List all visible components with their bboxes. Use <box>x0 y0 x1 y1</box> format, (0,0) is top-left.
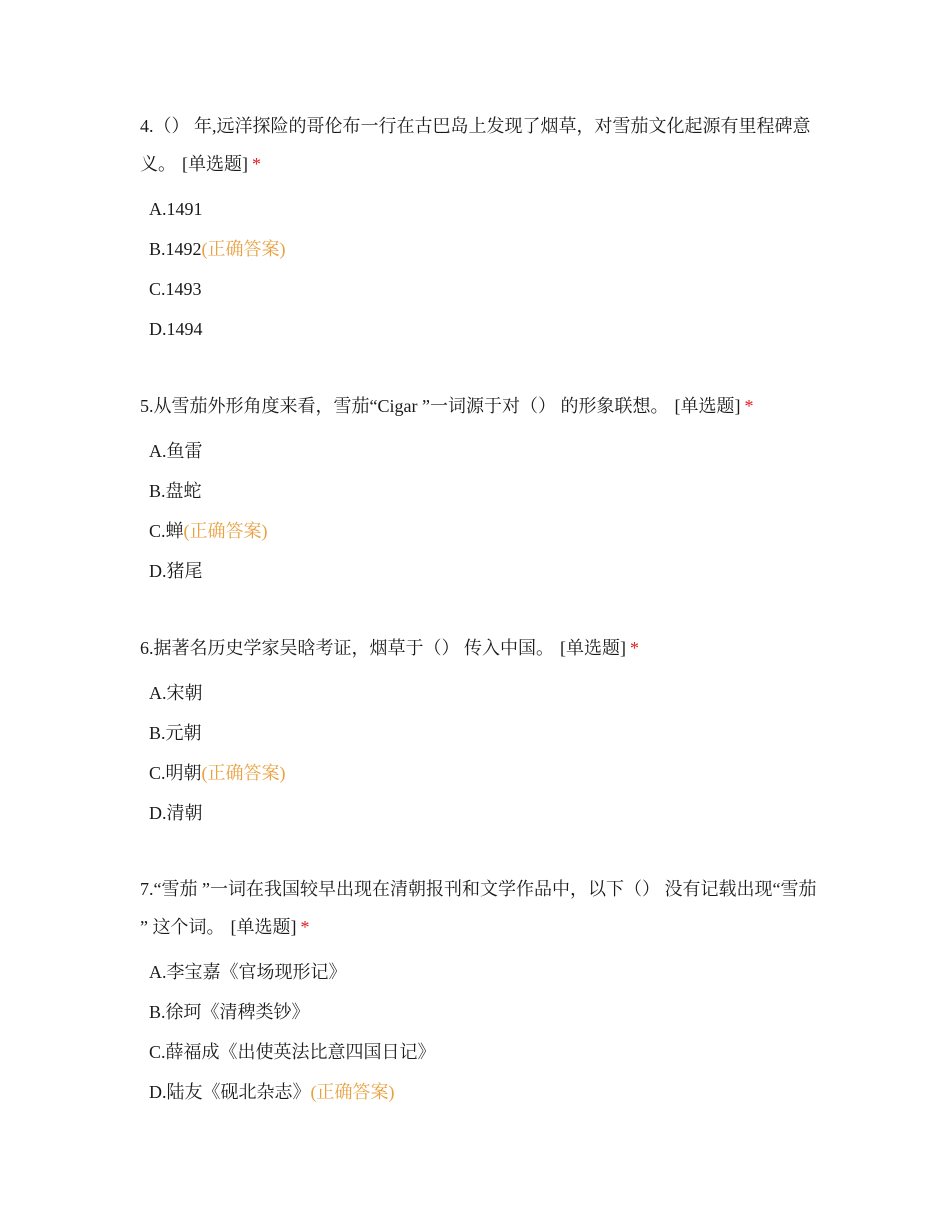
option-label: D.陆友《砚北杂志》 <box>149 1082 311 1102</box>
question-4 <box>140 107 820 349</box>
option-c[interactable] <box>149 269 820 309</box>
question-text: 5.从雪茄外形角度来看，雪茄“Cigar ”一词源于对（） 的形象联想。 <box>140 396 669 416</box>
option-label: B.元朝 <box>149 723 202 743</box>
option-label: B.盘蛇 <box>149 481 202 501</box>
option-label: C.1493 <box>149 279 202 299</box>
option-label: A.鱼雷 <box>149 441 203 461</box>
required-marker: * <box>252 154 261 174</box>
option-label: A.李宝嘉《官场现形记》 <box>149 962 347 982</box>
question-text: 4.（） 年,远洋探险的哥伦布一行在古巴岛上发现了烟草，对雪茄文化起源有里程碑意义。 <box>140 116 811 174</box>
correct-answer-tag: (正确答案) <box>201 239 286 259</box>
question-title <box>140 387 820 425</box>
question-title <box>140 107 820 183</box>
option-a[interactable] <box>149 952 820 992</box>
option-d[interactable] <box>149 309 820 349</box>
option-label: B.徐珂《清稗类钞》 <box>149 1002 310 1022</box>
correct-answer-tag: (正确答案) <box>183 521 268 541</box>
option-list <box>149 952 820 1112</box>
option-label: C.蝉 <box>149 521 184 541</box>
option-label: D.清朝 <box>149 803 203 823</box>
question-type: [单选题] <box>230 917 297 937</box>
option-list <box>149 189 820 349</box>
option-b[interactable] <box>149 471 820 511</box>
correct-answer-tag: (正确答案) <box>201 763 286 783</box>
option-b[interactable] <box>149 229 820 269</box>
question-type: [单选题] <box>182 154 248 174</box>
option-label: A.宋朝 <box>149 683 203 703</box>
option-list <box>149 431 820 591</box>
question-6 <box>140 629 820 833</box>
question-text: 7.“雪茄 ”一词在我国较早出现在清朝报刊和文学作品中，以下（） 没有记载出现“雪茄 ” 这个词。 <box>140 879 817 937</box>
question-7 <box>140 870 820 1112</box>
question-5 <box>140 387 820 591</box>
option-label: D.1494 <box>149 319 203 339</box>
option-label: B.1492 <box>149 239 202 259</box>
option-label: C.明朝 <box>149 763 202 783</box>
option-c[interactable] <box>149 1032 820 1072</box>
option-a[interactable] <box>149 673 820 713</box>
option-label: D.猪尾 <box>149 561 203 581</box>
option-d[interactable] <box>149 551 820 591</box>
option-a[interactable] <box>149 189 820 229</box>
question-title <box>140 870 820 946</box>
option-list <box>149 673 820 833</box>
question-type: [单选题] <box>560 638 626 658</box>
option-b[interactable] <box>149 713 820 753</box>
option-label: C.薛福成《出使英法比意四国日记》 <box>149 1042 436 1062</box>
option-d[interactable] <box>149 793 820 833</box>
required-marker: * <box>300 917 310 937</box>
question-text: 6.据著名历史学家吴晗考证，烟草于（） 传入中国。 <box>140 638 554 658</box>
question-type: [单选题] <box>674 396 741 416</box>
option-label: A.1491 <box>149 199 203 219</box>
option-b[interactable] <box>149 992 820 1032</box>
correct-answer-tag: (正确答案) <box>310 1082 395 1102</box>
question-title <box>140 629 820 667</box>
option-c[interactable] <box>149 511 820 551</box>
required-marker: * <box>744 396 754 416</box>
option-c[interactable] <box>149 753 820 793</box>
option-d[interactable] <box>149 1072 820 1112</box>
option-a[interactable] <box>149 431 820 471</box>
required-marker: * <box>630 638 639 658</box>
